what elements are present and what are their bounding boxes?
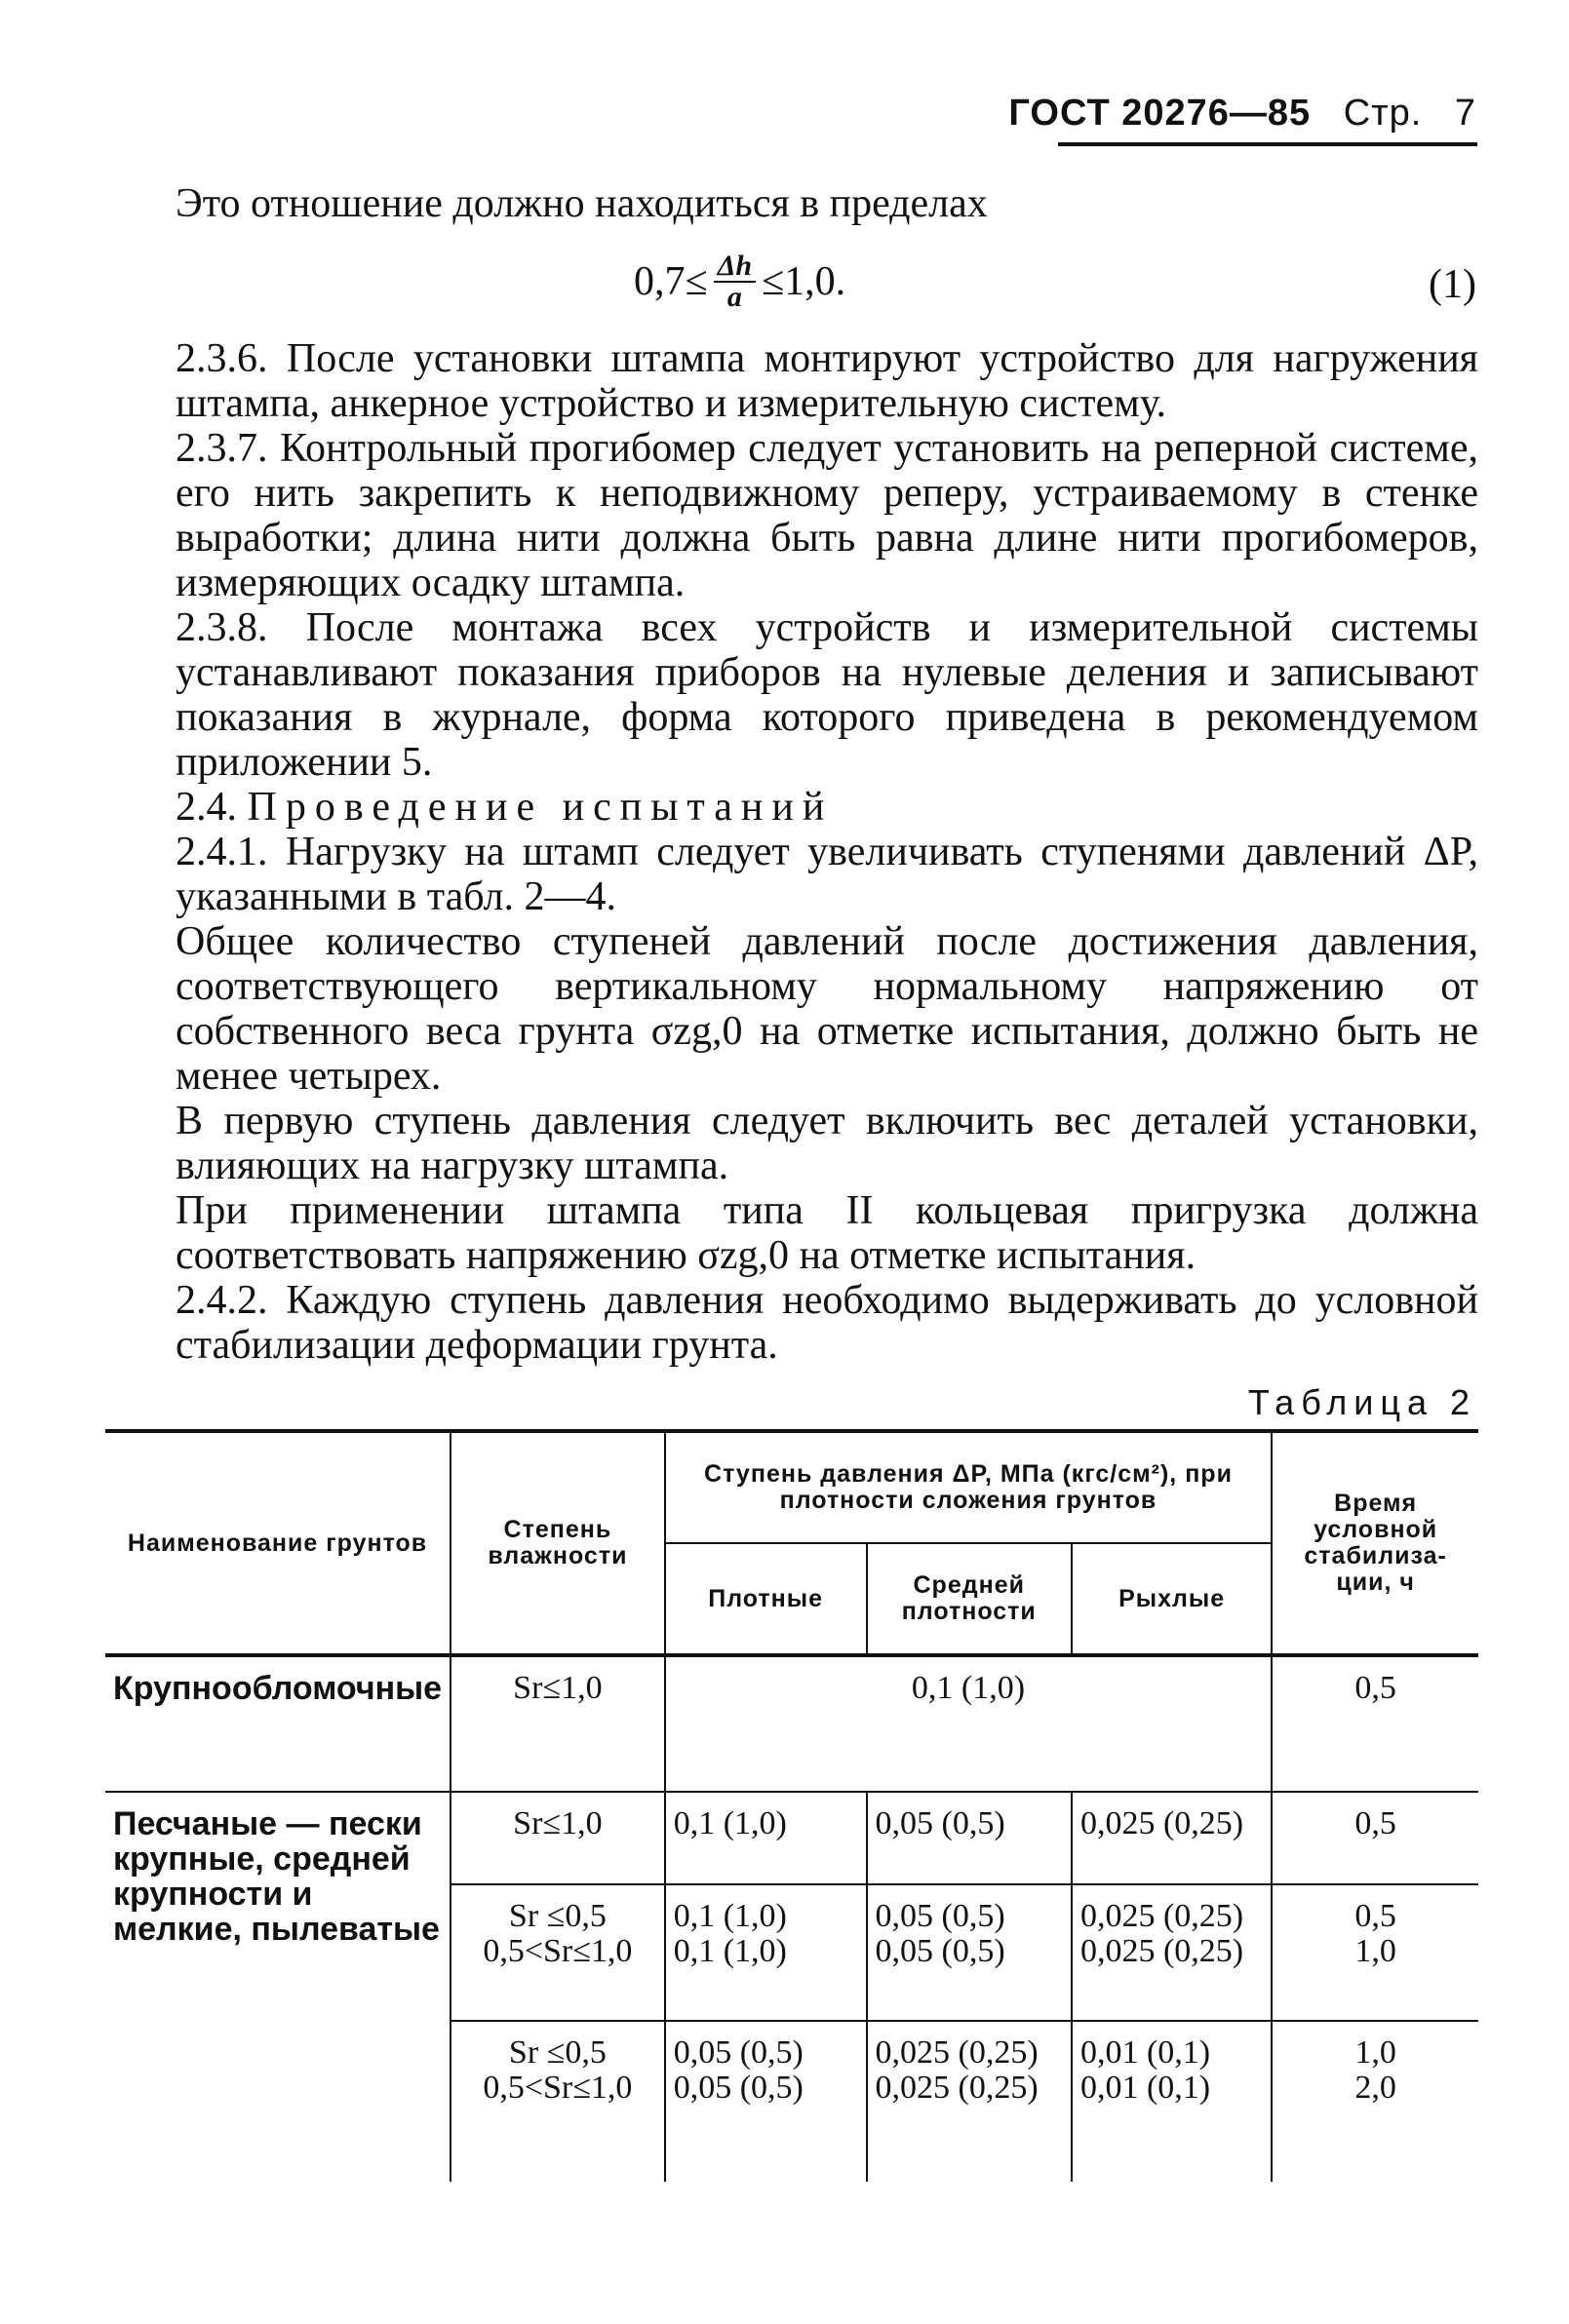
header-rule bbox=[1058, 142, 1477, 146]
pressure-coarse: 0,1 (1,0) bbox=[665, 1655, 1273, 1792]
paragraph-2-3-6: 2.3.6. После установки штампа монтируют устройство для нагружения штампа, анкерное устройство и измерительную систему. bbox=[176, 336, 1478, 426]
header-pressure: Ступень давления ΔP, МПа (кгс/см²), при плотности сложения грунтов bbox=[665, 1431, 1273, 1543]
time-coarse: 0,5 bbox=[1272, 1655, 1478, 1792]
header-soil: Наименование грунтов bbox=[127, 1529, 428, 1557]
soil-sand: Песчаные — пески крупные, средней крупности и мелкие, пылеватые bbox=[113, 1805, 440, 1948]
section-title: Проведение испытаний bbox=[247, 785, 834, 830]
medium-sand-2a: 0,05 (0,5) bbox=[875, 1898, 1005, 1934]
loose-sand-2 bbox=[1072, 1884, 1272, 2021]
paragraph-steps-count: Общее количество ступеней давлений после достижения давления, соответствующего вертикальному нормальному напряжению от собственного веса грунта σzg,0 на отметке испытания, должно быть не менее четырех. bbox=[176, 919, 1478, 1099]
header-time: Время условной стабилиза-ции, ч bbox=[1272, 1431, 1478, 1655]
dense-sand-2 bbox=[665, 1884, 867, 2021]
page-label: Стр. bbox=[1343, 93, 1423, 134]
humidity-sand-2b: 0,5<Sr≤1,0 bbox=[483, 1933, 633, 1969]
dense-sand-1: 0,1 (1,0) bbox=[665, 1792, 867, 1884]
humidity-sand-1: Sr≤1,0 bbox=[451, 1792, 665, 1884]
humidity-sand-2a: Sr ≤0,5 bbox=[508, 1898, 607, 1934]
formula-number: (1) bbox=[1429, 262, 1476, 307]
dense-sand-2a: 0,1 (1,0) bbox=[673, 1898, 787, 1934]
formula-denominator: a bbox=[726, 281, 742, 313]
soil-coarse: Крупнообломочные bbox=[113, 1670, 443, 1707]
paragraph-2-4-2: 2.4.2. Каждую ступень давления необходимо выдерживать до условной стабилизации деформации грунта. bbox=[176, 1278, 1478, 1368]
paragraph-2-3-7: 2.3.7. Контрольный прогибомер следует установить на реперной системе, его нить закрепить к неподвижному реперу, устраиваемому в стенке выработки; длина нити должна быть равна длине нити прогибомеров, измеряющих осадку штампа. bbox=[176, 426, 1478, 605]
section-heading bbox=[176, 785, 1478, 830]
loose-sand-2a: 0,025 (0,25) bbox=[1079, 1898, 1244, 1934]
formula-1 bbox=[634, 252, 845, 312]
header-loose: Рыхлые bbox=[1072, 1543, 1272, 1655]
loose-sand-3a: 0,01 (0,1) bbox=[1079, 2034, 1211, 2071]
time-sand-2b: 1,0 bbox=[1354, 1933, 1396, 1969]
medium-sand-3 bbox=[867, 2021, 1072, 2182]
formula-numerator: Δh bbox=[714, 252, 757, 283]
time-sand-1: 0,5 bbox=[1272, 1792, 1478, 1884]
section-number: 2.4. bbox=[176, 785, 237, 830]
header-medium: Средней плотности bbox=[867, 1543, 1072, 1655]
dense-sand-3a: 0,05 (0,5) bbox=[673, 2034, 804, 2071]
medium-sand-2 bbox=[867, 1884, 1072, 2021]
medium-sand-3b: 0,025 (0,25) bbox=[875, 2070, 1039, 2106]
table-2 bbox=[105, 1429, 1478, 2182]
time-sand-3b: 2,0 bbox=[1354, 2070, 1396, 2106]
paragraph-first-step: В первую ступень давления следует включить вес деталей установки, влияющих на нагрузку штампа. bbox=[176, 1099, 1478, 1188]
time-sand-2a: 0,5 bbox=[1354, 1898, 1396, 1934]
paragraph-2-3-8: 2.3.8. После монтажа всех устройств и измерительной системы устанавливают показания приборов на нулевые деления и записывают показания в журнале, форма которого приведена в рекомендуемом приложении 5. bbox=[176, 605, 1478, 785]
dense-sand-3b: 0,05 (0,5) bbox=[673, 2070, 804, 2106]
table-row bbox=[105, 1792, 1478, 1884]
humidity-sand-3b: 0,5<Sr≤1,0 bbox=[483, 2070, 633, 2106]
dense-sand-2b: 0,1 (1,0) bbox=[673, 1933, 787, 1969]
page-header bbox=[1008, 93, 1476, 135]
loose-sand-3 bbox=[1072, 2021, 1272, 2182]
formula-fraction bbox=[714, 252, 757, 312]
medium-sand-1: 0,05 (0,5) bbox=[867, 1792, 1072, 1884]
formula-right: ≤1,0. bbox=[762, 259, 846, 304]
humidity-sand-2 bbox=[451, 1884, 665, 2021]
time-sand-2 bbox=[1272, 1884, 1478, 2021]
intro-text: Это отношение должно находиться в пределах bbox=[176, 181, 988, 226]
paragraph-ring-load: При применении штампа типа II кольцевая пригрузка должна соответствовать напряжению σzg,0 на отметке испытания. bbox=[176, 1188, 1478, 1278]
loose-sand-3b: 0,01 (0,1) bbox=[1079, 2070, 1211, 2106]
table-row bbox=[105, 1655, 1478, 1792]
dense-sand-3 bbox=[665, 2021, 867, 2182]
body-text bbox=[176, 336, 1478, 1368]
formula-left: 0,7≤ bbox=[634, 259, 708, 304]
table-caption: Таблица 2 bbox=[1247, 1382, 1476, 1422]
loose-sand-1: 0,025 (0,25) bbox=[1072, 1792, 1272, 1884]
medium-sand-2b: 0,05 (0,5) bbox=[875, 1933, 1005, 1969]
humidity-sand-3 bbox=[451, 2021, 665, 2182]
loose-sand-2b: 0,025 (0,25) bbox=[1079, 1933, 1244, 1969]
humidity-sand-3a: Sr ≤0,5 bbox=[508, 2034, 607, 2071]
medium-sand-3a: 0,025 (0,25) bbox=[875, 2034, 1039, 2071]
time-sand-3a: 1,0 bbox=[1354, 2034, 1396, 2071]
gost-number: ГОСТ 20276—85 bbox=[1008, 93, 1312, 134]
time-sand-3 bbox=[1272, 2021, 1478, 2182]
header-dense: Плотные bbox=[665, 1543, 867, 1655]
header-humidity: Степень влажности bbox=[451, 1431, 665, 1655]
paragraph-2-4-1: 2.4.1. Нагрузку на штамп следует увеличивать ступенями давлений ΔP, указанными в табл. 2—4. bbox=[176, 830, 1478, 919]
humidity-coarse: Sr≤1,0 bbox=[451, 1655, 665, 1792]
page-number: 7 bbox=[1454, 93, 1476, 134]
